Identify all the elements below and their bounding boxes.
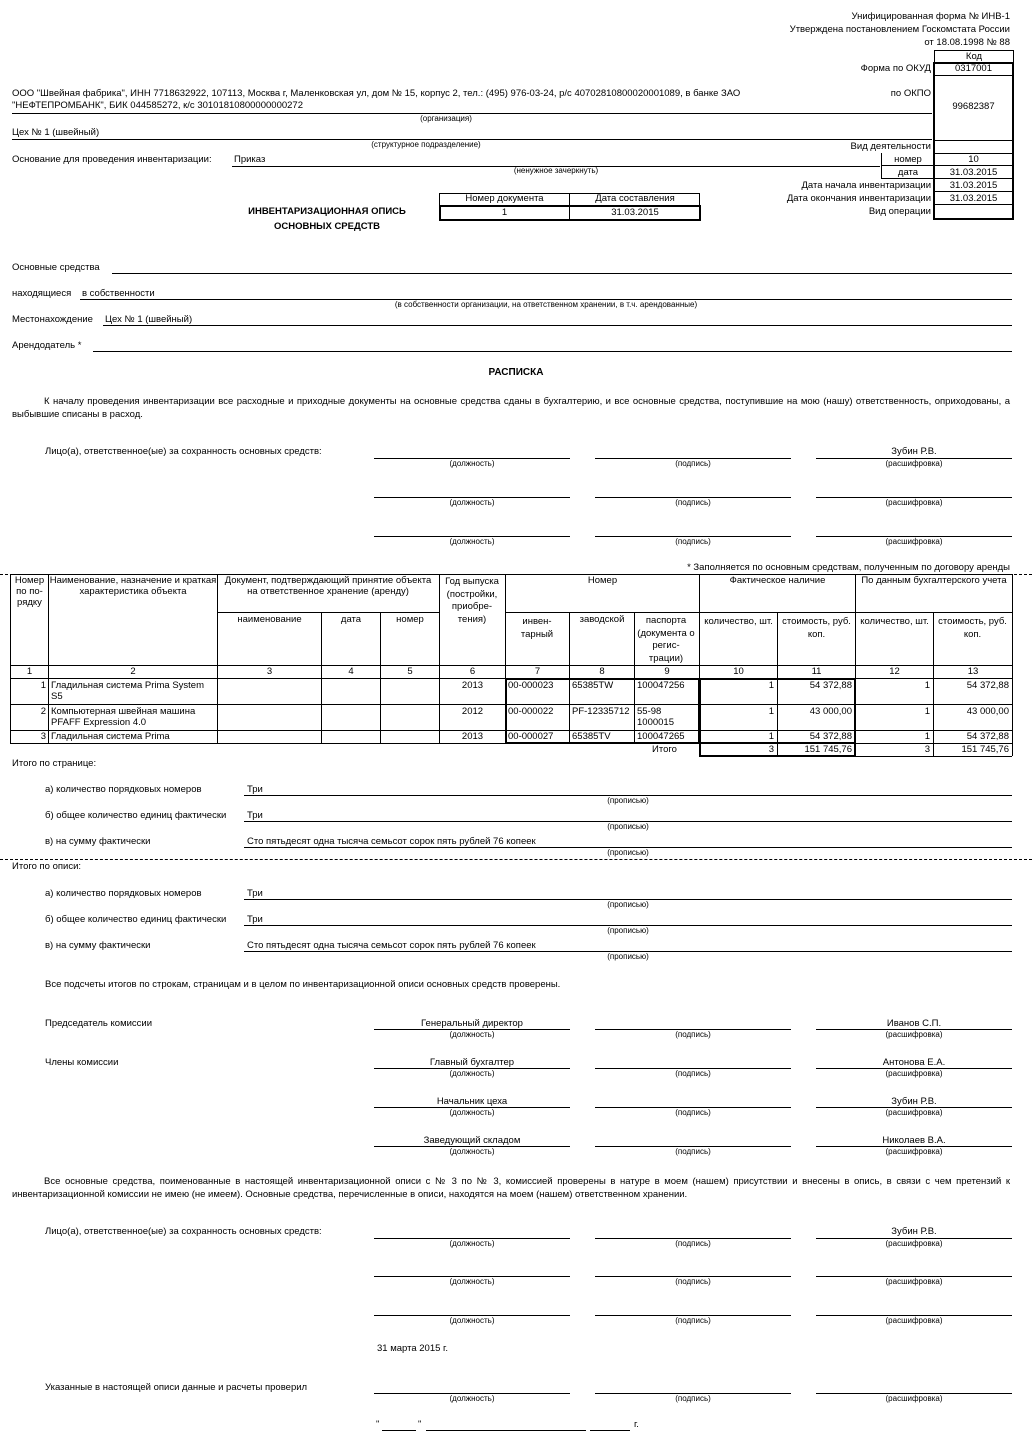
th-actual-cost: стоимость, руб. коп.: [782, 616, 851, 640]
th-number-group: Номер: [587, 575, 618, 586]
in-words-caption: (прописью): [607, 926, 649, 935]
decoding-caption: (расшифровка): [885, 1147, 943, 1156]
th-book-qty: количество, шт.: [860, 616, 929, 627]
col-num: 1: [26, 666, 33, 677]
row-book-qty: 1: [924, 731, 930, 742]
col-num: 2: [130, 666, 136, 677]
decoding-caption: (расшифровка): [885, 1316, 943, 1325]
okud-value: 0317001: [955, 63, 992, 74]
doc-date-label: Дата составления: [595, 193, 675, 204]
end-date-value: 31.03.2015: [949, 193, 998, 204]
receipt-text: К началу проведения инвентаризации все расходные и приходные документы на основные средства сданы в бухгалтерию, и все основные средства, поступившие на мою (нашу) ответственность, оприходованы, а выбывшие списаны в расход.: [12, 396, 1010, 420]
member-position: Заведующий складом: [423, 1135, 521, 1146]
doc-num-label: Номер документа: [465, 193, 544, 204]
lessor-label: Арендодатель *: [12, 340, 82, 351]
org-caption: (организация): [420, 114, 472, 123]
okud-label: Форма по ОКУД: [860, 63, 931, 74]
position-caption: (должность): [449, 1030, 495, 1039]
okpo-value: 99682387: [952, 101, 995, 112]
row-factory: 65385TW: [572, 680, 614, 691]
decoding-caption: (расшифровка): [885, 459, 943, 468]
row-number: 1: [40, 680, 46, 691]
quote-open: ": [376, 1419, 380, 1430]
doc-num-value: 1: [501, 207, 508, 218]
th-doc-group: Документ, подтверждающий принятие объекта на ответственное хранение (аренду): [224, 575, 432, 597]
col-num: 13: [967, 666, 979, 677]
row-name: Гладильная система Prima System S5: [51, 680, 205, 702]
decoding-caption: (расшифровка): [885, 537, 943, 546]
th-doc-number: номер: [396, 614, 424, 625]
final-responsible-name: Зубин Р.В.: [891, 1226, 937, 1237]
th-doc-date: дата: [340, 614, 362, 625]
position-caption: (должность): [449, 1316, 495, 1325]
owned-caption: (в собственности организации, на ответственном хранении, в т.ч. арендованные): [394, 300, 698, 309]
page-totals-a-value: Три: [247, 784, 263, 795]
quote-close: ": [418, 1419, 422, 1430]
th-year: Год выпуска (постройки, приобре- тения): [445, 576, 499, 625]
page-totals-b-value: Три: [247, 810, 263, 821]
row-year: 2013: [461, 680, 484, 691]
totals-qty: 3: [768, 744, 774, 755]
member-position: Начальник цеха: [436, 1096, 508, 1107]
page-totals-a-label: а) количество порядковых номеров: [45, 784, 202, 795]
col-num: 8: [599, 666, 605, 677]
signature-caption: (подпись): [675, 1030, 711, 1039]
row-book-cost: 54 372,88: [966, 680, 1009, 691]
col-num: 10: [733, 666, 744, 677]
th-num: Номер по по- рядку: [14, 575, 45, 608]
row-book-cost: 43 000,00: [966, 706, 1009, 717]
position-caption: (должность): [449, 537, 495, 546]
decoding-caption: (расшифровка): [885, 498, 943, 507]
page-totals-c-label: в) на сумму фактически: [45, 836, 151, 847]
basis-value: Приказ: [234, 154, 266, 165]
members-label: Члены комиссии: [45, 1057, 119, 1068]
signature-caption: (подпись): [675, 1147, 711, 1156]
row-name: Компьютерная швейная машина PFAFF Expression 4.0: [51, 706, 196, 728]
end-date-label: Дата окончания инвентаризации: [786, 193, 931, 204]
col-num: 3: [266, 666, 273, 677]
row-passport: 100047265: [637, 731, 685, 742]
th-factory: заводской: [579, 614, 625, 625]
row-passport: 55-98 1000015: [637, 706, 674, 728]
list-totals-c-label: в) на сумму фактически: [45, 940, 151, 951]
data-value: 31.03.2015: [949, 167, 998, 178]
th-doc-name: наименование: [237, 614, 302, 625]
th-inv: инвен- тарный: [520, 616, 554, 640]
th-actual-qty: количество, шт.: [704, 616, 773, 627]
col-num: 7: [534, 666, 541, 677]
year-suffix: г.: [634, 1419, 639, 1430]
signature-caption: (подпись): [675, 1277, 711, 1286]
chair-label: Председатель комиссии: [45, 1018, 153, 1029]
totals-book-cost: 151 745,76: [961, 744, 1009, 755]
location-label: Местонахождение: [12, 314, 93, 325]
th-book-cost: стоимость, руб. коп.: [938, 616, 1007, 640]
signature-caption: (подпись): [675, 1316, 711, 1325]
row-inv: 00-000023: [508, 680, 554, 691]
col-num: 11: [811, 666, 822, 677]
row-year: 2012: [461, 706, 484, 717]
org-line1: ООО "Швейная фабрика", ИНН 7718632922, 107113, Москва г, Маленковская ул, дом № 15, корпус 2, тел.: (495) 976-03-24, р/с 40702810800020001089, в банке ЗАО: [12, 88, 741, 99]
totals-cost: 151 745,76: [804, 744, 852, 755]
decoding-caption: (расшифровка): [885, 1069, 943, 1078]
receipt-title: РАСПИСКА: [488, 367, 544, 378]
final-date: 31 марта 2015 г.: [377, 1343, 448, 1354]
okpo-label: по ОКПО: [890, 88, 931, 99]
row-qty: 1: [768, 680, 774, 691]
owned-label: находящиеся: [12, 288, 72, 299]
row-factory: PF-12335712: [572, 706, 630, 717]
row-cost: 43 000,00: [809, 706, 852, 717]
position-caption: (должность): [449, 1239, 495, 1248]
position-caption: (должность): [449, 1108, 495, 1117]
decoding-caption: (расшифровка): [885, 1108, 943, 1117]
in-words-caption: (прописью): [607, 822, 649, 831]
position-caption: (должность): [449, 459, 495, 468]
code-label: Код: [965, 51, 983, 62]
list-totals-a-label: а) количество порядковых номеров: [45, 888, 202, 899]
member-name: Николаев В.А.: [882, 1135, 946, 1146]
signature-caption: (подпись): [675, 1239, 711, 1248]
row-factory: 65385TV: [572, 731, 611, 742]
final-responsible-label: Лицо(а), ответственное(ые) за сохранность основных средств:: [45, 1226, 322, 1237]
row-number: 2: [40, 706, 46, 717]
signature-caption: (подпись): [675, 1394, 711, 1403]
col-num: 4: [348, 666, 354, 677]
list-totals-b-value: Три: [247, 914, 263, 925]
data-label: дата: [897, 167, 919, 178]
row-cost: 54 372,88: [809, 680, 852, 691]
os-label: Основные средства: [12, 262, 100, 273]
form-header-line3: от 18.08.1998 № 88: [924, 37, 1010, 48]
position-caption: (должность): [449, 1277, 495, 1286]
decoding-caption: (расшифровка): [885, 1277, 943, 1286]
member-name: Зубин Р.В.: [891, 1096, 937, 1107]
page-totals-c-value: Сто пятьдесят одна тысяча семьсот сорок пять рублей 76 копеек: [247, 836, 536, 847]
footnote: * Заполняется по основным средствам, полученным по договору аренды: [687, 562, 1010, 573]
location-value: Цех № 1 (швейный): [105, 314, 193, 325]
receipt-responsible-label: Лицо(а), ответственное(ые) за сохранность основных средств:: [45, 446, 322, 457]
row-name: Гладильная система Prima: [51, 731, 170, 742]
row-passport: 100047256: [637, 680, 685, 691]
row-qty: 1: [768, 706, 774, 717]
decoding-caption: (расшифровка): [885, 1030, 943, 1039]
signature-caption: (подпись): [675, 537, 711, 546]
start-date-value: 31.03.2015: [949, 180, 998, 191]
basis-caption: (ненужное зачеркнуть): [513, 166, 599, 175]
verified-text: Все подсчеты итогов по строкам, страницам и в целом по инвентаризационной описи основных средств проверены.: [45, 979, 561, 990]
signature-caption: (подпись): [675, 498, 711, 507]
basis-label: Основание для проведения инвентаризации:: [12, 154, 212, 165]
nomer-label: номер: [894, 154, 922, 165]
th-actual-group: Фактическое наличие: [729, 575, 826, 586]
in-words-caption: (прописью): [607, 900, 649, 909]
owned-value: в собственности: [82, 288, 155, 299]
doc-date-value: 31.03.2015: [611, 207, 659, 218]
row-number: 3: [40, 731, 46, 742]
row-inv: 00-000027: [508, 731, 554, 742]
division: Цех № 1 (швейный): [12, 127, 100, 138]
totals-book-qty: 3: [924, 744, 930, 755]
position-caption: (должность): [449, 1394, 495, 1403]
row-book-qty: 1: [924, 706, 930, 717]
totals-label: Итого: [652, 744, 677, 755]
signature-caption: (подпись): [675, 1069, 711, 1078]
row-qty: 1: [768, 731, 774, 742]
position-caption: (должность): [449, 1147, 495, 1156]
col-num: 12: [889, 666, 900, 677]
th-name: Наименование, назначение и краткая характеристика объекта: [49, 575, 217, 597]
form-header-line2: Утверждена постановлением Госкомстата России: [789, 24, 1010, 35]
form-header-line1: Унифицированная форма № ИНВ-1: [851, 11, 1010, 22]
division-caption: (структурное подразделение): [371, 140, 481, 149]
decoding-caption: (расшифровка): [885, 1239, 943, 1248]
in-words-caption: (прописью): [607, 848, 649, 857]
th-passport: паспорта (документа о регис- трации): [637, 615, 695, 664]
checked-label: Указанные в настоящей описи данные и расчеты проверил: [45, 1382, 308, 1393]
signature-caption: (подпись): [675, 459, 711, 468]
vid-oper-label: Вид операции: [868, 206, 931, 217]
member-name: Иванов С.П.: [886, 1018, 942, 1029]
receipt-responsible-name: Зубин Р.В.: [891, 446, 937, 457]
decoding-caption: (расшифровка): [885, 1394, 943, 1403]
vid-deyat-label: Вид деятельности: [850, 141, 931, 152]
org-line2: "НЕФТЕПРОМБАНК", БИК 044585272, к/с 30101810800000000272: [12, 100, 303, 111]
col-num: 5: [407, 666, 413, 677]
in-words-caption: (прописью): [607, 952, 649, 961]
nomer-value: 10: [968, 154, 979, 165]
th-book-group: По данным бухгалтерского учета: [861, 575, 1007, 586]
row-inv: 00-000022: [508, 706, 554, 717]
doc-title-line2: ОСНОВНЫХ СРЕДСТВ: [273, 221, 381, 232]
start-date-label: Дата начала инвентаризации: [801, 180, 931, 191]
member-position: Главный бухгалтер: [429, 1057, 515, 1068]
page-totals-b-label: б) общее количество единиц фактически: [45, 810, 227, 821]
row-book-qty: 1: [924, 680, 930, 691]
member-name: Антонова Е.А.: [882, 1057, 946, 1068]
list-totals-a-value: Три: [247, 888, 263, 899]
page-totals-title: Итого по странице:: [12, 758, 97, 769]
list-totals-title: Итого по описи:: [12, 861, 82, 872]
signature-caption: (подпись): [675, 1108, 711, 1117]
col-num: 9: [664, 666, 670, 677]
row-year: 2013: [461, 731, 484, 742]
list-totals-b-label: б) общее количество единиц фактически: [45, 914, 227, 925]
list-totals-c-value: Сто пятьдесят одна тысяча семьсот сорок пять рублей 76 копеек: [247, 940, 536, 951]
col-num: 6: [469, 666, 476, 677]
doc-title-line1: ИНВЕНТАРИЗАЦИОННАЯ ОПИСЬ: [248, 206, 406, 217]
row-book-cost: 54 372,88: [966, 731, 1009, 742]
position-caption: (должность): [449, 1069, 495, 1078]
position-caption: (должность): [449, 498, 495, 507]
row-cost: 54 372,88: [809, 731, 852, 742]
final-text: Все основные средства, поименованные в настоящей инвентаризационной описи с № 3 по № 3, комиссией проверены в натуре в моем (нашем) присутствии и внесены в опись, в связи с чем претензий к инвентаризационной комиссии не имею (не имеем). Основные средства, перечисленные в описи, находятся на моем (нашем) ответственном хранении.: [12, 1176, 1010, 1200]
in-words-caption: (прописью): [607, 796, 649, 805]
member-position: Генеральный директор: [421, 1018, 523, 1029]
